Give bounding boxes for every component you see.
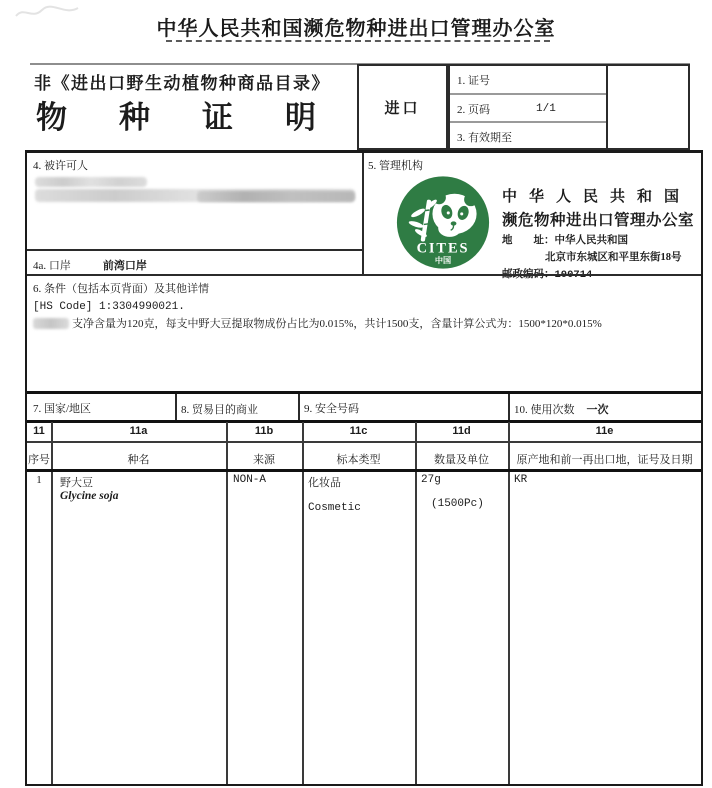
header-quantity: 数量及单位 xyxy=(434,454,489,466)
usage-label: 10. 使用次数 xyxy=(514,404,575,416)
sec5-bottom-rule xyxy=(27,274,701,276)
licensee-redaction-1 xyxy=(35,177,147,187)
port-row xyxy=(33,256,147,274)
authority-address-line2: 北京市东城区和平里东街18号 xyxy=(545,252,682,263)
licensee-label: 4. 被许可人 xyxy=(33,160,88,172)
row-no: 1 xyxy=(36,474,42,486)
country-label: 7. 国家/地区 xyxy=(33,403,92,415)
valid-until-label: 3. 有效期至 xyxy=(457,132,512,144)
cert-no-label: 1. 证号 xyxy=(457,75,490,87)
address-label: 地 址： xyxy=(502,235,555,246)
field-page xyxy=(450,95,606,123)
address-value: 中华人民共和国 xyxy=(554,235,628,246)
security-label: 9. 安全号码 xyxy=(304,403,359,415)
header-species-name: 种名 xyxy=(127,454,150,466)
specimen-type-en: Cosmetic xyxy=(308,502,361,514)
field-valid-until xyxy=(450,123,606,151)
code-header-11d: 11d xyxy=(452,425,471,437)
fields-divider xyxy=(606,66,608,148)
page-label: 2. 页码 xyxy=(457,104,490,116)
direction-label: 进口 xyxy=(384,100,421,117)
header-rows-rule xyxy=(27,441,701,443)
row-source: NON-A xyxy=(233,474,267,486)
port-label: 4a. 口岸 xyxy=(33,260,71,272)
species-name-latin: Glycine soja xyxy=(60,490,119,502)
cites-panda-logo xyxy=(395,174,491,271)
page-value: 1/1 xyxy=(536,103,556,115)
col-divider-5 xyxy=(508,422,510,784)
purpose-label: 8. 贸易目的 xyxy=(181,404,236,416)
info-divider-3 xyxy=(508,394,510,420)
hs-code-line: [HS Code] 1:3304990021. xyxy=(33,301,185,313)
authority-name-line1: 中华人民共和国 xyxy=(502,189,692,205)
row-quantity-cell xyxy=(421,474,484,510)
svg-text:中国: 中国 xyxy=(434,255,452,265)
code-header-11b: 11b xyxy=(254,425,274,437)
quantity-pieces: (1500Pc) xyxy=(431,498,484,510)
field-cert-no xyxy=(450,66,606,94)
main-frame xyxy=(25,150,703,786)
header-source: 来源 xyxy=(253,454,275,466)
direction-box xyxy=(357,64,448,150)
authority-address-block xyxy=(502,185,694,281)
conditions-detail-text: 支净含量为120克，每支中野大豆提取物成份占比为0.015%，共计1500支，含量计算公式为：1500*120*0.015% xyxy=(72,318,602,330)
code-header-11a: 11a xyxy=(129,425,148,437)
conditions-label: 6. 条件（包括本页背面）及其他详情 xyxy=(33,283,209,295)
catalog-note: 非《进出口野生动植物种商品目录》 xyxy=(34,74,330,93)
quantity-value: 27g xyxy=(421,474,441,486)
port-row-rule xyxy=(27,249,364,251)
office-title: 中华人民共和国濒危物种进出口管理办公室 xyxy=(156,18,556,40)
header-no: 序号 xyxy=(28,454,50,466)
licensee-redaction-3 xyxy=(197,191,355,202)
specimen-type-cn: 化妆品 xyxy=(308,477,341,489)
info-divider-2 xyxy=(298,394,300,420)
certificate-fields-table xyxy=(448,64,690,150)
usage-value: 一次 xyxy=(586,404,609,416)
conditions-redaction xyxy=(33,318,69,329)
table-body-top-rule xyxy=(27,469,701,472)
authority-label: 5. 管理机构 xyxy=(368,160,423,172)
info-divider-1 xyxy=(175,394,177,420)
row-specimen-cell xyxy=(308,474,361,514)
authority-address-line1 xyxy=(502,232,694,247)
sec4-sec5-divider xyxy=(362,153,364,274)
purpose-value: 商业 xyxy=(236,404,258,416)
svg-text:CITES: CITES xyxy=(416,240,470,257)
title-underline xyxy=(166,40,550,42)
col-divider-1 xyxy=(51,422,53,784)
header-origin: 原产地和前一再出口地，证号及日期 xyxy=(516,454,693,466)
purpose-cell xyxy=(181,400,258,418)
code-header-11e: 11e xyxy=(595,425,614,437)
port-value: 前湾口岸 xyxy=(102,260,147,272)
usage-cell xyxy=(514,400,609,418)
authority-name-line2: 濒危物种进出口管理办公室 xyxy=(502,212,695,229)
info-row-bottom-rule xyxy=(27,420,701,423)
info-row-top-rule xyxy=(27,391,701,394)
conditions-detail-line xyxy=(33,315,693,331)
col-divider-4 xyxy=(415,422,417,784)
col-divider-2 xyxy=(226,422,228,784)
code-header-11: 11 xyxy=(33,425,45,437)
species-name-cn: 野大豆 xyxy=(60,477,93,489)
header-specimen-type: 标本类型 xyxy=(336,454,381,466)
code-header-11c: 11c xyxy=(349,425,368,437)
row-origin: KR xyxy=(514,474,528,486)
col-divider-3 xyxy=(302,422,304,784)
certificate-title: 物种证明 xyxy=(36,100,368,135)
row-species-cell xyxy=(60,474,118,502)
